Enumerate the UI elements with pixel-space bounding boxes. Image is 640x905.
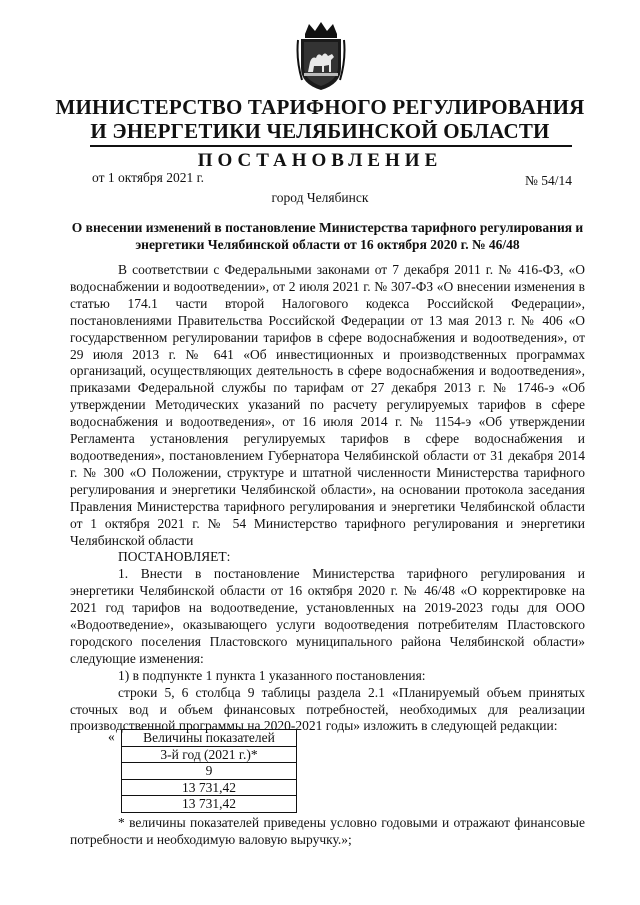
footnote-text: * величины показателей приведены условно годовыми и отражают финансовые потребности и необходимую валовую выручку.»;	[70, 815, 585, 847]
decree-city: город Челябинск	[271, 190, 369, 205]
resolves-line: ПОСТАНОВЛЯЕТ:	[118, 549, 231, 565]
table-header: Величины показателей	[122, 730, 297, 747]
chelyabinsk-coat-of-arms-icon	[296, 20, 346, 92]
table-row: 9	[122, 763, 297, 780]
decree-body	[70, 262, 585, 735]
decree-subject: О внесении изменений в постановление Министерства тарифного регулирования и энергетики Челябинской области от 16 октября 2020 г. № 46/48	[71, 220, 584, 252]
ministry-name-line1: МИНИСТЕРСТВО ТАРИФНОГО РЕГУЛИРОВАНИЯ	[55, 95, 585, 119]
table-subheader: 3-й год (2021 г.)*	[122, 746, 297, 763]
decree-title: ПОСТАНОВЛЕНИЕ	[197, 150, 443, 171]
decree-date: от 1 октября 2021 г.	[92, 170, 205, 185]
footnote	[70, 814, 585, 848]
decree-number: № 54/14	[524, 173, 572, 188]
item-1-paragraph: 1. Внести в постановление Министерства тарифного регулирования и энергетики Челябинской области от 16 октября 2020 г. № 46/48 «О корректировке на 2021 год тарифов на водоотведение, установленных на 2019-2023 годы для ООО «Водоотведение», оказывающего услуги водоотведения потребителям Пластовского городского поселения Пластовского муниципального района Челябинской области» следующие изменения:	[70, 566, 585, 666]
preamble-paragraph: В соответствии с Федеральными законами от 7 декабря 2011 г. № 416-ФЗ, «О водоснабжении и водоотведении», от 2 июля 2021 г. № 307-ФЗ «О внесении изменения в статью 174.1 части второй Налогового кодекса Российской Федерации», постановлениями Правительства Российской Федерации от 13 мая 2013 г. № 406 «О государственном регулировании тарифов в сфере водоснабжения и водоотведения», от 29 июля 2013 г. № 641 «Об инвестиционных и производственных программах организаций, осуществляющих деятельность в сфере водоснабжения и водоотведения», приказами Федеральной службы по тарифам от 27 декабря 2013 г. № 1746-э «Об утверждении Методических указаний по расчету регулируемых тарифов в сфере водоснабжения и водоотведения», от 16 июля 2014 г. № 1154-э «Об утверждении Регламента установления регулируемых тарифов в сфере водоснабжения и водоотведения», постановлением Губернатора Челябинской области от 31 декабря 2014 г. № 300 «О Положении, структуре и штатной численности Министерства тарифного регулирования и энергетики Челябинской области», на основании протокола заседания Правления Министерства тарифного регулирования и энергетики Челябинской области от 1 октября 2021 г. № 54 Министерство тарифного регулирования и энергетики Челябинской области	[70, 262, 585, 548]
ministry-name-line2: И ЭНЕРГЕТИКИ ЧЕЛЯБИНСКОЙ ОБЛАСТИ	[90, 119, 550, 143]
subitem-1-paragraph: 1) в подпункте 1 пункта 1 указанного постановления:	[118, 667, 426, 683]
table-row: 13 731,42	[122, 779, 297, 796]
open-quote: «	[108, 729, 115, 744]
rows-amendment-paragraph: строки 5, 6 столбца 9 таблицы раздела 2.1 «Планируемый объем принятых сточных вод и объем финансовых потребностей, необходимых для реализации производственной программы на 2020-2021 годы» изложить в следующей редакции:	[70, 684, 585, 734]
values-table	[121, 729, 297, 813]
table-row: 13 731,42	[122, 796, 297, 813]
header-divider	[90, 145, 572, 147]
